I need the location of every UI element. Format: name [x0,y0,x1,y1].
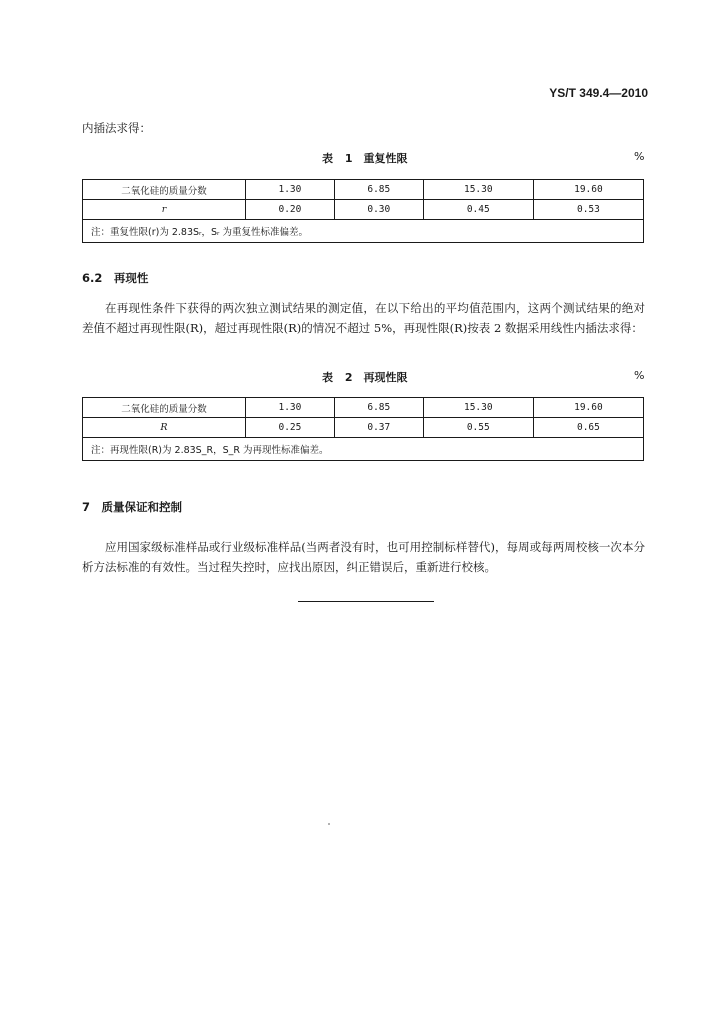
table2-cell: 0.65 [533,418,643,438]
table2-row2-label: R [83,418,246,438]
table1-cell: 6.85 [334,180,423,200]
table1 [82,179,644,243]
table1-cell: 0.20 [246,200,335,220]
table1-cell: 19.60 [533,180,643,200]
table2-cell: 15.30 [423,398,533,418]
table2 [82,397,644,461]
standard-code: YS/T 349.4—2010 [549,86,648,100]
section-7-heading: 7 质量保证和控制 [82,500,183,514]
table1-row1-label: 二氧化硅的质量分数 [83,180,246,200]
table2-row-mass-fraction [83,398,644,418]
section-7-paragraph: 应用国家级标准样品或行业级标准样品(当两者没有时，也可用控制标样替代)，每周或每两周校核一次本分析方法标准的有效性。当过程失控时，应找出原因，纠正错误后，重新进行校核。 [82,540,645,574]
section-6-2-heading: 6.2 再现性 [82,271,149,285]
table1-title: 表 1 重复性限 [322,152,408,165]
table1-cell: 0.53 [533,200,643,220]
table2-row-note [83,438,644,461]
table1-cell: 15.30 [423,180,533,200]
table1-row-note [83,220,644,243]
table1-note: 注：重复性限(r)为 2.83Sᵣ，Sᵣ 为重复性标准偏差。 [83,220,644,243]
table1-row-mass-fraction [83,180,644,200]
table1-cell: 0.30 [334,200,423,220]
table2-cell: 1.30 [246,398,335,418]
table2-row1-label: 二氧化硅的质量分数 [83,398,246,418]
table1-cell: 1.30 [246,180,335,200]
table2-cell: 0.25 [246,418,335,438]
table2-unit: % [634,369,645,382]
table2-cell: 0.37 [334,418,423,438]
intro-line: 内插法求得： [82,121,151,135]
table1-unit: % [634,150,645,163]
scan-speck [328,823,330,825]
table2-note: 注：再现性限(R)为 2.83S_R，S_R 为再现性标准偏差。 [83,438,644,461]
table1-row-repeatability [83,200,644,220]
table1-row2-label: r [83,200,246,220]
table2-cell: 0.55 [423,418,533,438]
table2-title: 表 2 再现性限 [322,371,408,384]
section-6-2-paragraph: 在再现性条件下获得的两次独立测试结果的测定值，在以下给出的平均值范围内，这两个测试结果的绝对差值不超过再现性限(R)，超过再现性限(R)的情况不超过 5%，再现性限(R)按表 2 数据采用线性内插法求得： [82,301,645,335]
table2-cell: 19.60 [533,398,643,418]
end-rule [298,601,434,602]
table2-cell: 6.85 [334,398,423,418]
table1-cell: 0.45 [423,200,533,220]
table2-row-reproducibility [83,418,644,438]
